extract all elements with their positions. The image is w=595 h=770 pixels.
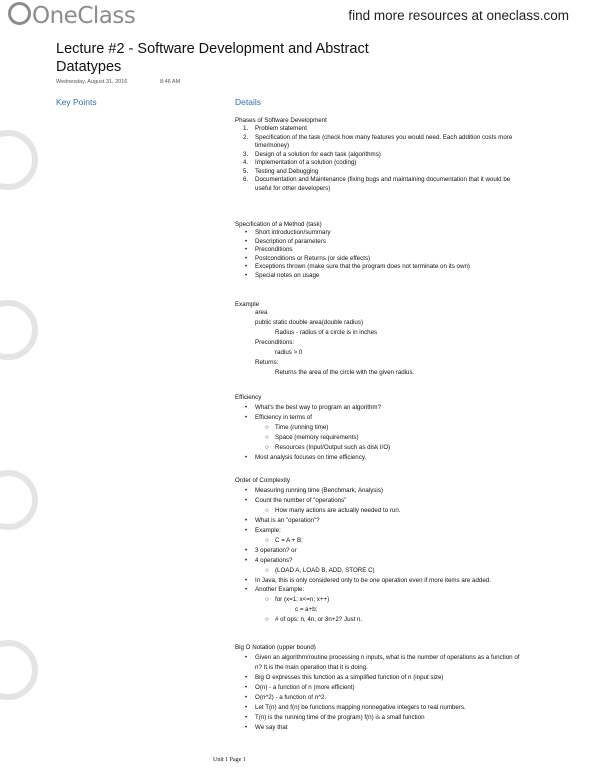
list-item: Postconditions or Returns (or side effects) xyxy=(255,254,371,262)
bullet-icon: • xyxy=(245,653,248,661)
bullet-icon: • xyxy=(245,683,248,691)
list-item: What's the best way to program an algorithm? xyxy=(255,403,382,411)
list-item: Special notes on usage xyxy=(255,271,320,279)
list-item: 3 operation? or xyxy=(255,546,297,554)
bullet-icon: • xyxy=(245,486,248,494)
note-date: Wednesday, August 31, 2016 xyxy=(56,79,128,85)
sub-bullet-icon: ○ xyxy=(265,566,269,574)
example-line: Preconditions: xyxy=(255,339,295,347)
key-points-heading: Key Points xyxy=(56,97,97,107)
bullet-icon: • xyxy=(245,713,248,721)
details-heading: Details xyxy=(235,97,261,107)
list-item: Specification of the task (check how many features you would need. Each addition costs more xyxy=(255,133,513,141)
sub-bullet-icon: ○ xyxy=(265,433,269,441)
list-item: Another Example: xyxy=(255,586,305,594)
bullet-icon: • xyxy=(245,453,248,461)
list-number: 6. xyxy=(243,176,249,184)
list-item: useful for other developers) xyxy=(255,184,331,192)
list-item: C = A + B; xyxy=(275,536,303,544)
find-resources-link[interactable]: find more resources at oneclass.com xyxy=(348,8,569,23)
list-item: T(n) is the running time of the program) f(n) is a small function xyxy=(255,713,425,721)
bullet-icon: • xyxy=(245,576,248,584)
section-heading-big-o: Big O Notation (upper bound) xyxy=(235,644,316,651)
list-item: Exceptions thrown (make sure that the program does not terminate on its own) xyxy=(255,263,470,271)
bullet-icon: • xyxy=(245,496,248,504)
example-line: area xyxy=(255,309,268,317)
list-item: c = a+b; xyxy=(295,606,318,614)
list-item: Count the number of "operations" xyxy=(255,496,347,504)
list-item: How many actions are actually needed to run. xyxy=(275,506,401,514)
bullet-icon: • xyxy=(245,546,248,554)
example-line: Radius - radius of a circle is in inches xyxy=(275,329,378,337)
list-item: Resources (Input/Output such as disk I/O) xyxy=(275,443,391,451)
section-heading-efficiency: Efficiency xyxy=(235,394,262,401)
list-item: Documentation and Maintenance (fixing bugs and maintaining documentation that it would be xyxy=(255,176,511,184)
bullet-icon: • xyxy=(245,271,248,279)
list-item: Efficiency in terms of xyxy=(255,413,312,421)
list-item: Implementation of a solution (coding) xyxy=(255,159,357,167)
title-line-2: Datatypes xyxy=(56,59,122,75)
bullet-icon: • xyxy=(245,254,248,262)
bullet-icon: • xyxy=(245,413,248,421)
section-heading-phases: Phases of Software Development xyxy=(235,117,327,124)
bullet-icon: • xyxy=(245,516,248,524)
example-line: radius > 0 xyxy=(275,349,303,357)
list-item: Short introduction/summary xyxy=(255,229,331,237)
sub-bullet-icon: ○ xyxy=(265,443,269,451)
bullet-icon: • xyxy=(245,703,248,711)
list-item: Big O expresses this function as a simplified function of n (input size) xyxy=(255,673,444,681)
bullet-icon: • xyxy=(245,237,248,245)
list-item: n? It is the main operation that it is doing. xyxy=(255,663,368,671)
list-number: 5. xyxy=(243,167,249,175)
list-number: 2. xyxy=(243,133,249,141)
list-item: Let T(n) and f(n) be functions mapping nonnegative integers to real numbers. xyxy=(255,703,466,711)
list-item: # of ops: n, 4n, or 3n+2? Just n. xyxy=(275,616,363,624)
example-line: Returns: xyxy=(255,359,279,367)
note-time: 8:46 AM xyxy=(160,79,181,85)
example-line: public static double area(double radius) xyxy=(255,319,364,327)
list-item: O(n) - a function of n (more efficient) xyxy=(255,683,355,691)
list-item: for (x=1; x<=n; x++) xyxy=(275,596,330,604)
bullet-icon: • xyxy=(245,263,248,271)
list-item: Testing and Debugging xyxy=(255,167,319,175)
example-line: Returns the area of the circle with the given radius. xyxy=(275,369,415,377)
bullet-icon: • xyxy=(245,229,248,237)
list-number: 3. xyxy=(243,150,249,158)
list-item: Time (running time) xyxy=(275,423,329,431)
list-item: Design of a solution for each task (algorithms) xyxy=(255,150,381,158)
bullet-icon: • xyxy=(245,693,248,701)
list-number: 4. xyxy=(243,159,249,167)
sub-bullet-icon: ○ xyxy=(265,536,269,544)
list-item: time/money) xyxy=(255,142,290,150)
sub-bullet-icon: ○ xyxy=(265,423,269,431)
section-heading-example: Example xyxy=(235,301,260,308)
page-footer: Unit 1 Page 1 xyxy=(213,757,246,763)
list-item: Problem statement xyxy=(255,125,307,133)
list-item: 4 operations? xyxy=(255,556,293,564)
sub-bullet-icon: ○ xyxy=(265,596,269,604)
bullet-icon: • xyxy=(245,723,248,731)
title-line-1: Lecture #2 - Software Development and Abstract xyxy=(56,41,369,57)
list-item: In Java, this is only considered only to be one operation even if more items are added. xyxy=(255,576,491,584)
bullet-icon: • xyxy=(245,526,248,534)
list-item: Most analysis focuses on time efficiency. xyxy=(255,453,367,461)
list-item: Space (memory requirements) xyxy=(275,433,359,441)
list-item: Preconditions xyxy=(255,246,293,254)
sub-bullet-icon: ○ xyxy=(265,616,269,624)
list-item: Example: xyxy=(255,526,281,534)
list-item: We say that xyxy=(255,723,288,731)
bullet-icon: • xyxy=(245,246,248,254)
list-number: 1. xyxy=(243,125,249,133)
list-item: O(n^2) - a function of n^2. xyxy=(255,693,327,701)
logo-text: OneClass xyxy=(32,3,136,29)
section-heading-order: Order of Complexity xyxy=(235,477,291,484)
list-item: Measuring running time (Benchmark, Analysis) xyxy=(255,486,383,494)
bullet-icon: • xyxy=(245,586,248,594)
section-heading-specification: Specification of a Method (task) xyxy=(235,221,322,228)
list-item: Description of parameters xyxy=(255,237,326,245)
list-item: Given an algorithm/routine processing n inputs, what is the number of operations as a function of xyxy=(255,653,520,661)
list-item: (LOAD A, LOAD B, ADD, STORE C) xyxy=(275,566,375,574)
bullet-icon: • xyxy=(245,673,248,681)
sub-bullet-icon: ○ xyxy=(265,506,269,514)
list-item: What is an "operation"? xyxy=(255,516,320,524)
bullet-icon: • xyxy=(245,556,248,564)
bullet-icon: • xyxy=(245,403,248,411)
